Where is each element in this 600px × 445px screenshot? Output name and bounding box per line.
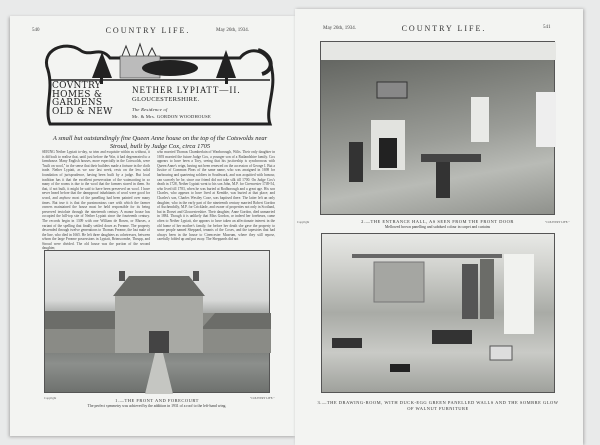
house-illustration [45,251,271,394]
credit-left: Copyright [297,220,310,224]
figure-2-note: Mellowed brown panelling and subdued colour in carpet and curtains [384,225,491,229]
series-line: GARDENS [52,98,103,109]
issue-date: May 26th, 1934. [216,28,250,33]
article-county: GLOUCESTERSHIRE. [132,96,200,103]
credit-right: "COUNTRY LIFE." [545,220,570,224]
body-column-1: SEEING Nether Lypiatt to-day, so trim and exquisite within as without, it is difficult to realise that, until just before the War, it had degenerated to a farmhouse. Many English houses, more especially in the Cotswolds, were "built on wool," in the sense that their builders made a fortune in the cloth trade. Nether Lypiatt, as we saw last week, rests on the less solid foundation of jurisprudence, having been built by a judge. But local tradition has it that the excellent preservation of the wainscoting in so many of the rooms is due to the wool that the farmers stored in them. So that, if not built, it might be said to have been preserved on wool. I have never heard before that the dampproof inhabitants of wool were good for wood, and anyhow most of the panelling had been painted over many times. But true it is that the parsimonious care with which the farmer owners maintained the house must be held responsible for its being preserved inviolate through the nineteenth century. A manor house has occupied the hill-top site of Nether Lypiatt since the fourteenth century. The records begin in 1309 with one William de Rosen, or Rhoses, a variant of the spelling that finally settled down as Freame. The property descended through twelve generations to Thomas Freame, the last male of the line, who died in 1665. He left three daughters as coheiresses, between whom the large Freame possessions in Lypiatt, Brimscombe, Thrupp, and Stroud were divided. The old house was the portion of the second daughter, [42,150,150,251]
credit-left: Copyright [44,396,57,400]
left-page [10,16,296,436]
series-line: OLD & NEW [52,106,113,117]
owners: Mr. & Mrs. GORDON WOODHOUSE [132,114,212,119]
page-number: 540 [32,28,40,33]
page-number: 541 [543,25,551,30]
right-page [295,9,583,445]
figure-1-note: The perfect symmetry was achieved by the addition in 1931 of a roof to the left-hand wing. [87,404,227,408]
series-line: HOMES & [52,89,103,100]
entrance-hall-illustration [321,42,556,216]
series-line: COVNTRY [52,81,102,91]
standfirst: A small but outstandingly fine Queen Anne house on the top of the Cotswolds near Stroud, built by Judge Cox, circa 1705 [52,135,268,150]
body-column-2: who married Thomas Chamberlain of Wanborough, Wilts. Their only daughter in 1693 married the future Judge Cox, a younger son of a Rutlandshire family. Cox appears to have been a Tory, seeing that his justiceship is synchronous with Queen Anne's reign, having not been renewed on the accession of George I. But a Justice of Common Pleas of the same name, who was arraigned in 1698 for harbouring and quartering soldiers in Southwark, and was acquitted with honour, can scarcely be he, since our friend did not take silk till 1700. On Judge Cox's death in 1728, Nether Lypiatt went to his son John, M.P. for Cirencester 1749-54, who lived till 1783, when he was buried at Rodborough and a great age. His son Charles, who appears to have lived at Kemble, was buried at that place; and Charles's son, Charles Westley Coxe, was baptised there. The latter left an only daughter, who in the early part of the nineteenth century married Robert Gordon of Auchendolly, M.P. for Cricklade, and owner of properties not only in Scotland, but in Dorset and Gloucestershire. Their daughter, Anne Gordon, died unmarried in 1884. Though it is unlikely that Miss Gordon, or indeed her forebears, came often to Nether Lypiatt, she appears to have taken an affectionate interest in the old home of her mother's family, for before her death she gave the property to some people named Sheppard, tenants of the Coxes, and the tapestries that had always been in the house to Cirencester Museum, where they still repose, carefully folded up and put away. The Sheppards did not [157,150,275,242]
residence-label: The Residence of [132,107,168,112]
figure-2-caption: 2.—THE ENTRANCE HALL, AS SEEN FROM THE FRONT DOOR [361,219,514,224]
article-title: NETHER LYPIATT—II. [132,85,241,95]
photo-front-and-forecourt [44,250,270,393]
running-title: COUNTRY LIFE. [401,24,487,33]
series-banner [40,40,276,128]
credit-right: "COUNTRY LIFE." [250,396,275,400]
photo-entrance-hall [320,41,555,215]
figure-3-caption: 3.—THE DRAWING-ROOM, WITH DUCK-EGG GREEN PANELLED WALLS AND THE SOMBRE GLOW OF WALNUT FURNITURE [317,400,559,411]
drawing-room-illustration [322,234,556,394]
issue-date: May 26th, 1934. [323,26,357,31]
photo-drawing-room [321,233,555,393]
running-title: COUNTRY LIFE. [105,26,191,35]
figure-1-caption: 1.—THE FRONT AND FORECOURT [115,398,199,403]
